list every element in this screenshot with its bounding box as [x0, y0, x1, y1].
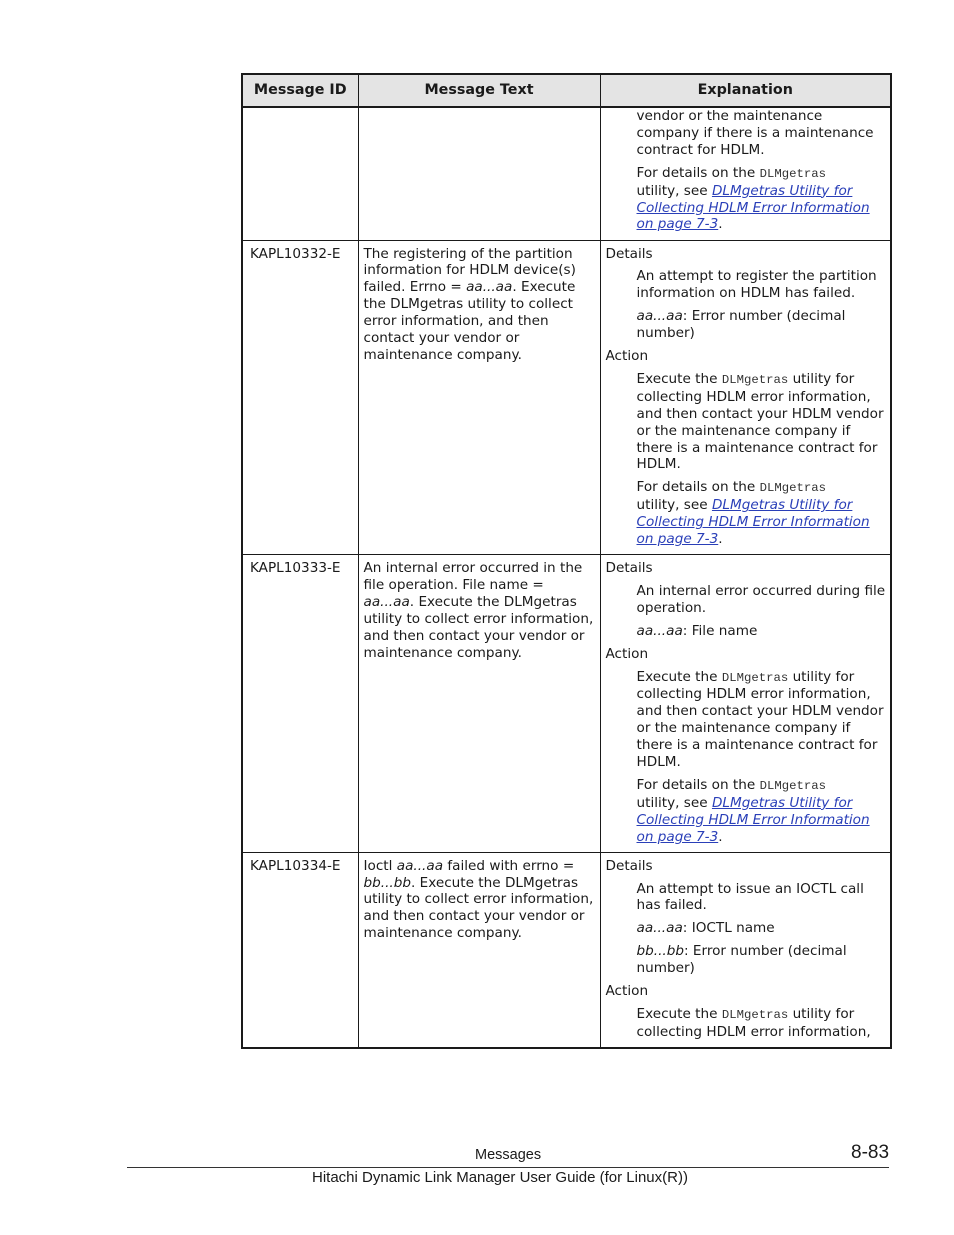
param-variable: aa...aa: [636, 622, 683, 639]
message-variable: aa...aa: [466, 279, 513, 296]
param-desc: [637, 623, 887, 640]
reference-period: .: [718, 531, 723, 548]
explanation-cell: [600, 852, 891, 1048]
reference-text: [637, 165, 887, 234]
table-header-row: [242, 74, 891, 107]
footer-divider: [127, 1167, 889, 1168]
page-number: 8-83: [851, 1142, 890, 1163]
param-desc: [637, 943, 887, 977]
footer-section-title: Messages: [475, 1147, 542, 1163]
reference-prefix: For details on the: [636, 479, 760, 496]
message-text: . Execute the DLMgetras utility to collect error information, and then contact your vendor or maintenance company.: [363, 593, 594, 661]
reference-mid: utility, see: [636, 182, 712, 199]
param-variable: aa...aa: [636, 920, 683, 937]
reference-prefix: For details on the: [636, 164, 760, 181]
action-rest: utility for collecting HDLM error information,: [636, 1005, 871, 1040]
action-prefix: Execute the: [636, 1005, 722, 1022]
message-text-cell: [358, 240, 600, 555]
text-line: contract for HDLM.: [636, 141, 765, 158]
details-heading: Details: [605, 857, 653, 874]
message-text: . Execute the DLMgetras utility to collect error information, and then contact your vendor or maintenance company.: [363, 874, 594, 942]
action-heading: Action: [605, 983, 649, 1000]
page-link[interactable]: DLMgetras Utility for Collecting HDLM Error Information on page 7-3: [636, 497, 870, 548]
messages-table: [241, 73, 892, 1049]
param-desc: [637, 308, 887, 342]
details-text: An attempt to register the partition information on HDLM has failed.: [636, 268, 877, 302]
message-text: Ioctl: [363, 857, 397, 874]
utility-name: DLMgetras: [721, 372, 789, 387]
text-line: company if there is a maintenance: [636, 124, 874, 141]
explanation-cell: [600, 107, 891, 240]
message-text: failed with errno =: [443, 857, 575, 874]
utility-name: DLMgetras: [759, 481, 826, 496]
utility-name: DLMgetras: [721, 670, 789, 685]
utility-name: DLMgetras: [759, 778, 826, 793]
param-text: : Error number (decimal number): [636, 943, 847, 977]
reference-mid: utility, see: [636, 497, 712, 514]
message-variable: bb...bb: [363, 874, 411, 891]
message-text: The registering of the partition information for HDLM device(s) failed. Errno =: [363, 245, 576, 296]
table-row: [242, 555, 891, 853]
header-message-id: Message ID: [242, 74, 358, 107]
param-desc: [637, 920, 887, 937]
action-text: [637, 108, 887, 159]
table-row-continued: [242, 107, 891, 240]
reference-text: [637, 479, 887, 548]
utility-name: DLMgetras: [759, 166, 826, 181]
message-variable: aa...aa: [363, 593, 410, 610]
action-prefix: Execute the: [636, 668, 722, 685]
action-rest: utility for collecting HDLM error information, and then contact your HDLM vendor or the maintenance company if there is a maintenance contract for HDLM.: [636, 370, 884, 473]
action-text: [637, 1006, 887, 1041]
explanation-cell: [600, 240, 891, 555]
header-message-text: Message Text: [358, 74, 600, 107]
message-variable: aa...aa: [396, 857, 444, 874]
param-text: : Error number (decimal number): [636, 308, 846, 342]
reference-period: .: [718, 216, 723, 233]
action-heading: Action: [605, 645, 649, 662]
message-text-cell: [358, 555, 600, 853]
message-id-cell: KAPL10334-E: [242, 852, 358, 1048]
utility-name: DLMgetras: [721, 1007, 789, 1022]
header-explanation: Explanation: [600, 74, 891, 107]
details-heading: Details: [605, 560, 653, 576]
message-text: An internal error occurred in the file operation. File name =: [363, 560, 583, 593]
message-text: . Execute the DLMgetras utility to collect error information, and then contact your vendor or maintenance company.: [363, 279, 576, 363]
message-id-cell: [242, 107, 358, 240]
text-line: vendor or the maintenance: [636, 108, 823, 124]
param-variable: bb...bb: [636, 943, 684, 960]
table-row: [242, 240, 891, 555]
guide-title: Hitachi Dynamic Link Manager User Guide (for Linux(R)): [312, 1169, 688, 1186]
details-text: An attempt to issue an IOCTL call has failed.: [636, 880, 864, 914]
param-variable: aa...aa: [636, 308, 683, 325]
reference-period: .: [718, 828, 723, 845]
action-rest: utility for collecting HDLM error information, and then contact your HDLM vendor or the maintenance company if there is a maintenance contract for HDLM.: [636, 668, 884, 771]
message-id-cell: KAPL10333-E: [242, 555, 358, 853]
explanation-cell: [600, 555, 891, 853]
action-prefix: Execute the: [636, 370, 722, 387]
page-link[interactable]: DLMgetras Utility for Collecting HDLM Error Information on page 7-3: [636, 794, 870, 845]
reference-text: [637, 777, 887, 846]
message-id-cell: KAPL10332-E: [242, 240, 358, 555]
action-text: [637, 669, 887, 771]
param-text: : IOCTL name: [682, 920, 775, 937]
details-text: An internal error occurred during file operation.: [636, 582, 886, 616]
reference-mid: utility, see: [636, 794, 712, 811]
action-heading: Action: [605, 348, 649, 365]
param-text: : File name: [682, 622, 758, 639]
page-link[interactable]: DLMgetras Utility for Collecting HDLM Error Information on page 7-3: [636, 182, 870, 233]
message-text-cell: [358, 852, 600, 1048]
table-row: [242, 852, 891, 1048]
action-text: [637, 371, 887, 473]
reference-prefix: For details on the: [636, 776, 760, 793]
details-heading: Details: [605, 245, 653, 262]
message-text-cell: [358, 107, 600, 240]
